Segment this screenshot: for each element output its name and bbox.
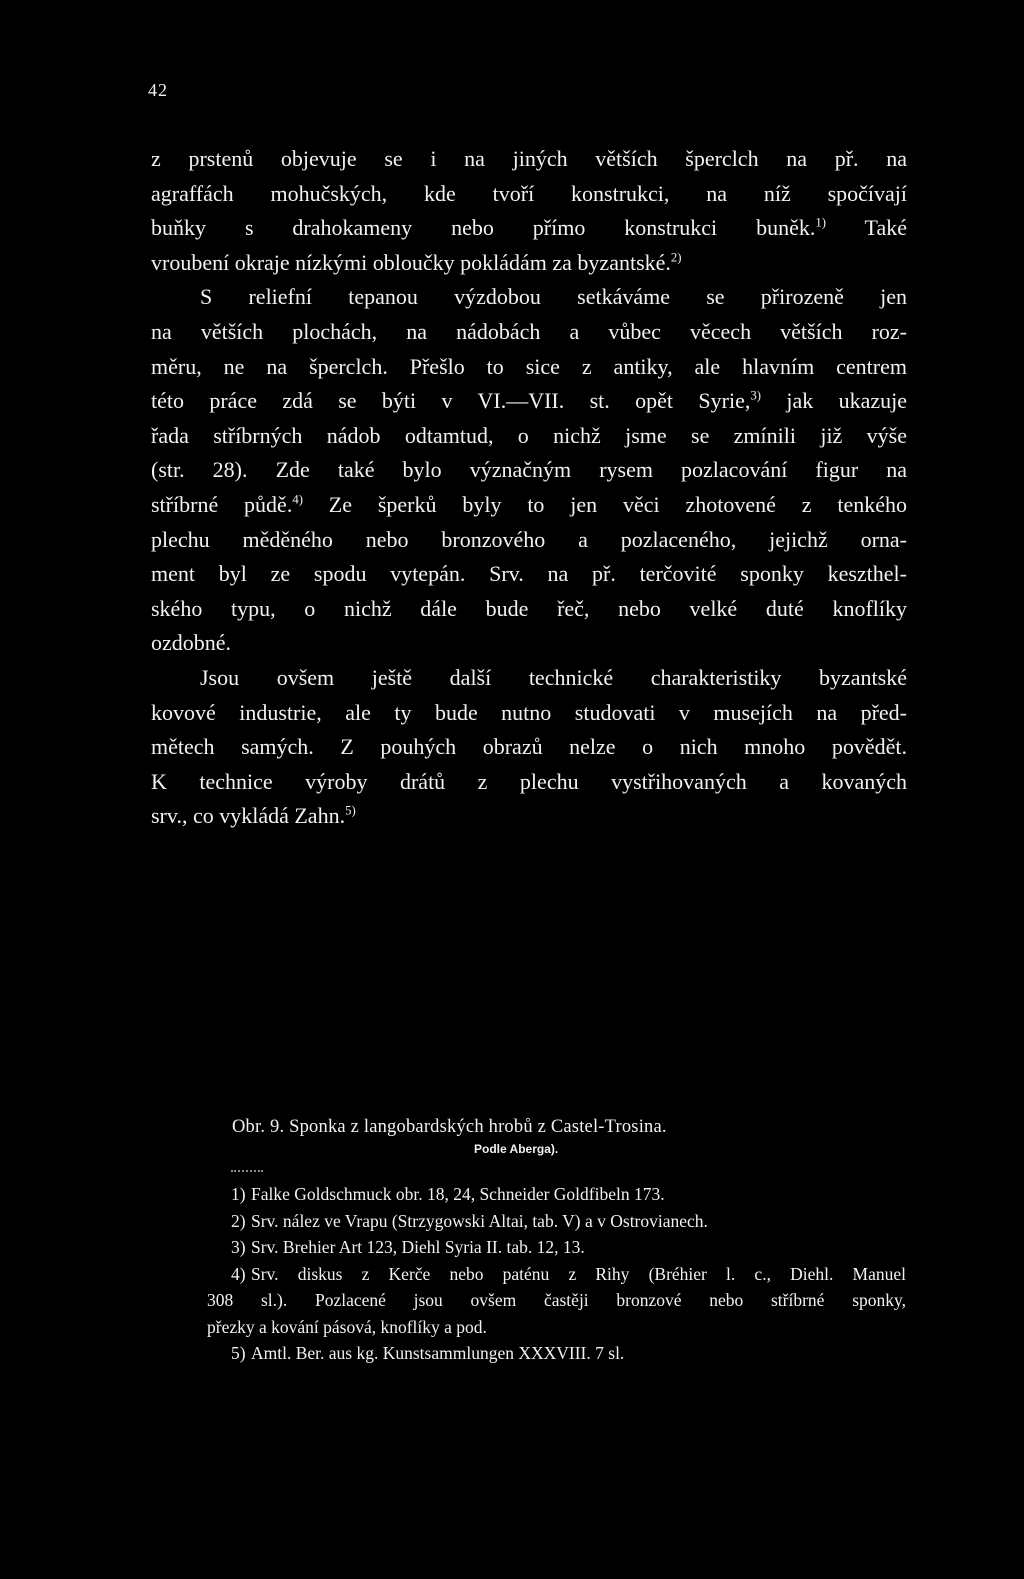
body-line: mětech samých. Z pouhých obrazů nelze o nich mnoho povědět. xyxy=(151,734,907,760)
footnote xyxy=(207,1261,906,1341)
footnote-ref: 2) xyxy=(670,250,682,265)
footnote-text: Srv. diskus z Kerče nebo paténu z Rihy (Bréhier l. c., Diehl. Manuel xyxy=(251,1263,906,1284)
body-line: K technice výroby drátů z plechu vystřihovaných a kovaných xyxy=(151,768,907,794)
body-line xyxy=(151,211,907,246)
body-line: ozdobné. xyxy=(151,630,232,656)
footnote-line xyxy=(231,1261,906,1288)
footnote-text: Srv. Brehier Art 123, Diehl Syria II. tab. 12, 13. xyxy=(251,1237,585,1257)
footnote-mark: 4) xyxy=(231,1263,246,1284)
body-line: agraffách mohučských, kde tvoří konstrukci, na níž spočívají xyxy=(151,180,907,206)
footnote-mark: 5) xyxy=(231,1343,246,1363)
footnote-text: Amtl. Ber. aus kg. Kunstsammlungen XXXVIII. 7 sl. xyxy=(251,1343,625,1363)
footnote-mark: 2) xyxy=(231,1210,246,1231)
body-text xyxy=(151,142,907,834)
body-line xyxy=(151,384,907,419)
body-line: měru, ne na šperclch. Přešlo to sice z antiky, ale hlavním centrem xyxy=(151,353,907,379)
body-line: (str. 28). Zde také bylo význačným rysem pozlacování figur na xyxy=(151,457,907,483)
body-line-text: buňky s drahokameny nebo přímo konstrukci buněk. xyxy=(151,215,816,241)
body-line: S reliefní tepanou výzdobou setkáváme se přirozeně jen xyxy=(200,284,907,310)
footnote-ref: 5) xyxy=(345,803,356,818)
footnote xyxy=(231,1234,906,1261)
body-line: kovové industrie, ale ty bude nutno studovati v musejích na před- xyxy=(151,699,907,725)
body-line-text: Ze šperků byly to jen věci zhotovené z tenkého xyxy=(302,491,908,517)
body-line: plechu měděného nebo bronzového a pozlaceného, jejichž orna- xyxy=(151,526,907,552)
figure-source: Podle Aberga). xyxy=(474,1142,559,1156)
body-line-text: srv., co vykládá Zahn. xyxy=(151,803,346,829)
body-line xyxy=(151,488,907,523)
body-line: Jsou ovšem ještě další technické charakteristiky byzantské xyxy=(200,664,907,690)
body-line: řada stříbrných nádob odtamtud, o nichž jsme se zmínili již výše xyxy=(151,422,907,448)
body-line: na větších plochách, na nádobách a vůbec věcech větších roz- xyxy=(151,318,907,344)
body-line-text: jak ukazuje xyxy=(760,388,907,414)
body-line xyxy=(151,246,907,281)
body-line: z prstenů objevuje se i na jiných větších šperclch na př. na xyxy=(151,146,907,171)
body-line-text: vroubení okraje nízkými obloučky pokládám za byzantské. xyxy=(151,249,671,275)
body-line: ského typu, o nichž dále bude řeč, nebo velké duté knoflíky xyxy=(151,595,907,621)
footnote-line: přezky a kování pásová, knoflíky a pod. xyxy=(207,1316,487,1337)
footnote-divider xyxy=(231,1170,263,1172)
footnote-text: Srv. nález ve Vrapu (Strzygowski Altai, tab. V) a v Ostrovianech. xyxy=(251,1210,708,1231)
footnote-ref: 3) xyxy=(750,388,761,403)
footnote-mark: 3) xyxy=(231,1237,246,1257)
footnote xyxy=(231,1208,906,1235)
page-number: 42 xyxy=(148,80,168,100)
body-line-text: této práce zdá se býti v VI.—VII. st. opět Syrie, xyxy=(151,388,751,414)
figure-caption: Obr. 9. Sponka z langobardských hrobů z Castel-Trosina. xyxy=(232,1117,667,1137)
body-line: ment byl ze spodu vytepán. Srv. na př. terčovité sponky keszthel- xyxy=(151,561,907,587)
footnote xyxy=(231,1181,906,1208)
footnote xyxy=(231,1340,906,1367)
footnotes xyxy=(207,1181,906,1367)
footnote-mark: 1) xyxy=(231,1184,246,1204)
body-line-text: Také xyxy=(826,215,907,241)
footnote-text: Falke Goldschmuck obr. 18, 24, Schneider Goldfibeln 173. xyxy=(251,1184,665,1204)
footnote-line: 308 sl.). Pozlacené jsou ovšem častěji bronzové nebo stříbrné sponky, xyxy=(207,1290,906,1310)
footnote-ref: 4) xyxy=(292,492,303,507)
body-line xyxy=(151,799,907,834)
body-line-text: stříbrné půdě. xyxy=(151,491,293,517)
footnote-ref: 1) xyxy=(815,215,827,230)
